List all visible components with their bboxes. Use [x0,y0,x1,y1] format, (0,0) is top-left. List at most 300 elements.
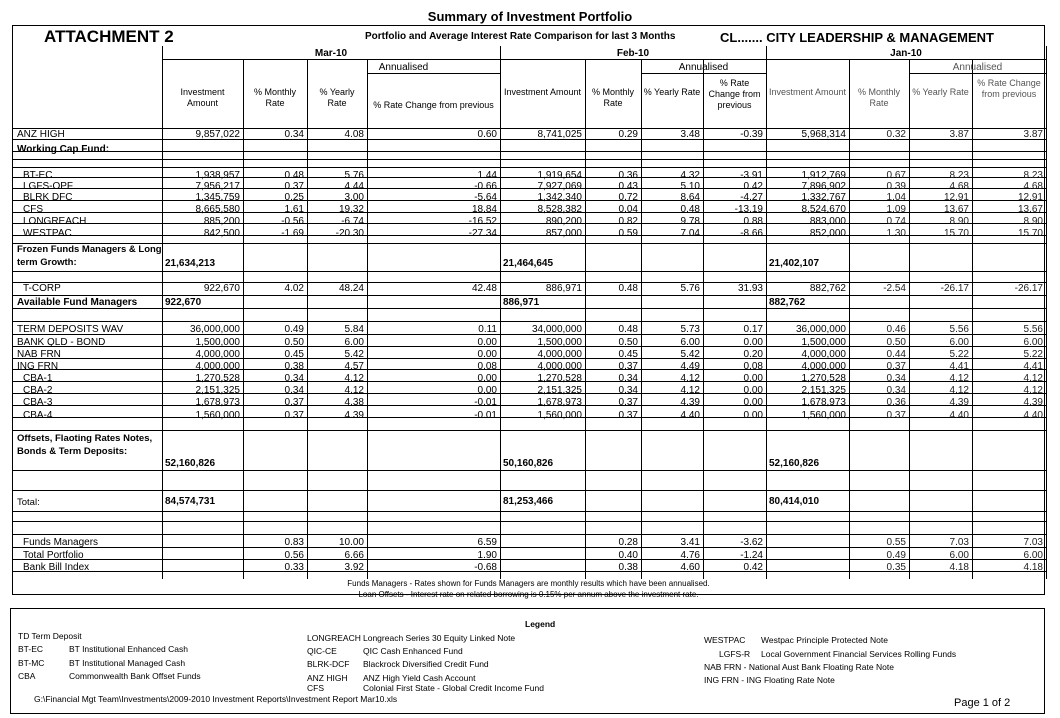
table-cell: 52,160,826 [165,458,216,469]
row-label: Working Cap Fund: [17,144,110,155]
table-cell: 0.37 [284,181,304,192]
table-cell: 6.00 [949,337,969,348]
table-cell: 0.11 [478,324,497,335]
col-line [307,59,308,579]
row-label: CBA-3 [23,397,53,408]
table-cell: 1.61 [284,204,304,215]
table-cell: 885,200 [203,216,240,227]
row-line [13,534,1046,535]
table-cell: 0.34 [886,385,906,396]
table-cell: 1,500,000 [537,337,582,348]
report-title: Summary of Investment Portfolio [427,9,633,24]
table-cell: 1,270,528 [195,373,240,384]
annualised-line [909,73,1046,74]
table-cell: 0.50 [886,337,906,348]
table-cell: -27.34 [468,228,497,239]
table-cell: 4.12 [680,385,700,396]
table-cell: 0.40 [618,550,638,561]
table-cell: 0.34 [618,385,638,396]
annualised-header: Annualised [678,62,729,73]
month-header: Jan-10 [890,48,922,59]
table-cell: 0.00 [743,337,763,348]
table-cell: 4.12 [344,385,364,396]
column-header: Investment Amount [768,87,847,97]
table-cell: -20.30 [335,228,364,239]
table-cell: 0.37 [618,410,638,421]
legend-desc: BT Institutional Enhanced Cash [69,644,188,654]
table-cell: 4.40 [1023,410,1043,421]
table-cell: 3.00 [344,192,364,203]
table-cell: 15.70 [1017,228,1043,239]
row-label: TERM DEPOSITS WAV [17,324,124,335]
legend-desc: QIC Cash Enhanced Fund [363,646,463,656]
table-cell: 882,762 [769,297,806,308]
table-cell: 0.37 [618,361,638,372]
table-cell: 80,414,010 [769,496,820,507]
table-cell: -0.56 [281,216,304,227]
table-cell: 6.59 [477,537,497,548]
row-line [13,470,1046,471]
row-label: ANZ HIGH [17,129,65,140]
table-cell: 0.49 [284,324,304,335]
table-cell: 4.12 [949,385,969,396]
table-cell: 0.46 [886,324,906,335]
table-cell: 1,560,000 [801,410,846,421]
table-cell: 84,574,731 [165,496,216,507]
col-line [1046,46,1047,579]
col-line [766,46,767,579]
table-cell: 4,000,000 [537,349,582,360]
table-cell: 0.37 [284,397,304,408]
table-cell: 4.12 [1023,373,1043,384]
table-cell: 4,000,000 [195,361,240,372]
table-cell: 4,000,000 [801,361,846,372]
row-line [13,243,1046,244]
column-header: % Monthly Rate [591,87,635,108]
row-label: Total Portfolio [23,550,84,561]
table-cell: 0.32 [886,129,906,140]
portfolio-table [12,25,1045,595]
table-cell: 1,912,769 [801,170,846,181]
table-cell: 0.34 [284,373,304,384]
footnote: Funds Managers - Rates shown for Funds Managers are monthly results which have been annualised. [347,579,710,588]
table-cell: -0.39 [740,129,763,140]
table-cell: 0.45 [618,349,638,360]
table-cell: 18.84 [471,204,497,215]
table-cell: 52,160,826 [769,458,820,469]
table-cell: 81,253,466 [503,496,554,507]
table-cell: 4.02 [284,283,304,294]
table-cell: 4.68 [1023,181,1043,192]
table-cell: 4.39 [949,397,969,408]
table-cell: 4.12 [680,373,700,384]
table-cell: 922,670 [165,297,202,308]
col-line [585,59,586,579]
table-cell: 0.36 [618,170,638,181]
table-cell: 0.50 [618,337,638,348]
page-number: Page 1 of 2 [954,697,1011,709]
table-cell: 1,332,767 [801,192,846,203]
legend-code: TD Term Deposit [18,631,82,641]
row-line [13,521,1046,522]
month-header: Feb-10 [616,48,650,59]
column-header: % Rate Change from previous [373,100,494,110]
table-cell: 5.42 [344,349,364,360]
table-cell: 2,151,325 [537,385,582,396]
legend-desc: BT Institutional Managed Cash [69,658,186,668]
table-cell: -13.19 [734,204,763,215]
row-line [13,295,1046,296]
legend-code: WESTPAC [704,635,746,645]
table-cell: -26.17 [1014,283,1043,294]
table-cell: 4.32 [680,170,700,181]
table-cell: 1,678,973 [195,397,240,408]
table-cell: 0.44 [886,349,906,360]
table-cell: 4.12 [344,373,364,384]
table-cell: 5.84 [344,324,364,335]
table-cell: 1,500,000 [195,337,240,348]
legend-code: BT-MC [18,658,45,668]
table-cell: 4.39 [680,397,700,408]
row-label: Available Fund Managers [17,297,138,308]
column-header: % Monthly Rate [857,87,901,108]
table-cell: 1,938,957 [195,170,240,181]
legend-desc: Longreach Series 30 Equity Linked Note [363,633,516,643]
legend-title: Legend [525,619,556,629]
table-cell: 0.00 [743,397,763,408]
row-label: Frozen Funds Managers & Long term Growth: [17,244,162,268]
table-cell: 0.17 [743,324,763,335]
table-cell: 4.18 [1023,562,1043,573]
table-cell: 1.04 [886,192,906,203]
table-cell: 0.00 [477,385,497,396]
table-cell: 21,464,645 [503,258,554,269]
legend-desc: Colonial First State - Global Credit Income Fund [363,683,544,693]
table-cell: 5.42 [680,349,700,360]
table-cell: 0.34 [284,385,304,396]
table-cell: 0.00 [477,373,497,384]
table-cell: 9.78 [680,216,700,227]
table-cell: -6.74 [341,216,364,227]
table-cell: 48.24 [338,283,364,294]
table-cell: 5.22 [949,349,969,360]
table-cell: 0.08 [743,361,763,372]
file-path: G:\Financial Mgt Team\Investments\2009-2010 Investment Reports\Investment Report Mar10.xls [34,694,398,704]
col-line [703,59,704,579]
row-label: BANK QLD - BOND [17,337,106,348]
legend-code: ING FRN - ING Floating Rate Note [704,675,835,685]
table-cell: 4.41 [1023,361,1043,372]
table-cell: -0.66 [474,181,497,192]
table-cell: 8,741,025 [537,129,582,140]
table-cell: 0.20 [743,349,763,360]
column-header: % Yearly Rate [643,87,701,97]
table-cell: 4.49 [680,361,700,372]
table-cell: 922,670 [203,283,240,294]
table-cell: 0.48 [618,324,638,335]
col-line [972,59,973,579]
table-cell: 0.42 [743,562,763,573]
table-cell: 0.37 [886,410,906,421]
table-cell: 13.67 [1017,204,1043,215]
month-header: Mar-10 [314,48,348,59]
table-cell: 0.36 [886,397,906,408]
table-cell: 4.12 [1023,385,1043,396]
table-cell: 0.34 [618,373,638,384]
row-line [13,430,1046,431]
table-cell: 7.03 [1023,537,1043,548]
table-cell: -1.24 [740,550,763,561]
row-label: CFS [23,204,43,215]
table-cell: 4.38 [344,397,364,408]
table-cell: 12.91 [943,192,969,203]
table-cell: 5.76 [344,170,364,181]
table-cell: 0.39 [886,181,906,192]
table-cell: 36,000,000 [795,324,846,335]
table-cell: 4.40 [949,410,969,421]
table-cell: 7,896,902 [801,181,846,192]
table-cell: -3.91 [740,170,763,181]
table-cell: 0.38 [284,361,304,372]
table-cell: 8,528,382 [537,204,582,215]
table-cell: 0.42 [743,181,763,192]
col-line [641,59,642,579]
table-cell: 0.37 [886,361,906,372]
table-cell: 0.34 [284,129,304,140]
table-cell: 4.39 [1023,397,1043,408]
table-cell: 3.41 [680,537,700,548]
table-cell: 1,342,340 [537,192,582,203]
row-label: CBA-2 [23,385,53,396]
table-cell: 0.60 [477,129,497,140]
table-cell: 8.23 [949,170,969,181]
table-cell: 8.90 [949,216,969,227]
table-cell: 19.32 [338,204,364,215]
table-cell: 0.49 [886,550,906,561]
table-cell: 0.37 [618,397,638,408]
table-cell: 5.56 [949,324,969,335]
table-cell: 1.30 [886,228,906,239]
annualised-header: Annualised [378,62,429,73]
table-cell: 0.34 [886,373,906,384]
table-cell: 8,524,670 [801,204,846,215]
annualised-line [367,73,500,74]
table-cell: 12.91 [1017,192,1043,203]
table-cell: 0.00 [477,337,497,348]
month-header-line [162,59,1046,60]
table-cell: 7,927,069 [537,181,582,192]
row-label: BT-EC [23,170,53,181]
legend-code: LGFS-R [719,649,751,659]
table-cell: 0.48 [284,170,304,181]
table-cell: 0.00 [743,373,763,384]
table-cell: 0.48 [618,283,638,294]
table-cell: 5.56 [1023,324,1043,335]
table-cell: 852,000 [809,228,846,239]
table-cell: 4.39 [344,410,364,421]
table-cell: 5.10 [680,181,700,192]
table-cell: 6.66 [344,550,364,561]
table-cell: 0.29 [618,129,638,140]
table-cell: -1.69 [281,228,304,239]
legend-code: ANZ HIGH [307,673,348,683]
row-label: ING FRN [17,361,59,372]
row-label: WESTPAC [23,228,72,239]
table-cell: 34,000,000 [531,324,582,335]
table-cell: 0.83 [284,537,304,548]
row-label: LONGREACH [23,216,87,227]
row-line [13,151,1046,152]
table-cell: 0.00 [477,349,497,360]
table-cell: 1.44 [477,170,497,181]
table-cell: -5.64 [474,192,497,203]
table-cell: -26.17 [940,283,969,294]
table-cell: 0.74 [886,216,906,227]
table-cell: 4.18 [949,562,969,573]
table-cell: 0.67 [886,170,906,181]
table-cell: 4.57 [344,361,364,372]
table-cell: 21,634,213 [165,258,216,269]
table-cell: 2,151,325 [801,385,846,396]
table-cell: -0.68 [474,562,497,573]
table-cell: -16.52 [468,216,497,227]
footnote: Loan Offsets - Interest rate on related borrowing is 0.15% per annum above the investment rate. [358,590,699,599]
column-header: % Rate Change from previous [708,78,761,110]
row-line [13,490,1046,491]
col-line [243,59,244,579]
table-cell: 8.90 [1023,216,1043,227]
table-cell: 0.82 [618,216,638,227]
table-cell: 3.87 [1023,129,1043,140]
table-cell: 1,560,000 [195,410,240,421]
table-cell: 0.35 [886,562,906,573]
table-cell: 6.00 [949,550,969,561]
table-cell: 4,000,000 [537,361,582,372]
table-cell: 1,560,000 [537,410,582,421]
table-cell: 36,000,000 [189,324,240,335]
table-cell: 1,678,973 [537,397,582,408]
legend-code: BLRK-DCF [307,659,350,669]
table-cell: 50,160,826 [503,458,554,469]
table-cell: 4.08 [344,129,364,140]
table-cell: 0.37 [284,410,304,421]
table-cell: 6.00 [1023,550,1043,561]
legend-code: CBA [18,671,36,681]
table-cell: 15.70 [943,228,969,239]
table-cell: 0.72 [618,192,638,203]
table-cell: 1,500,000 [801,337,846,348]
row-label: T-CORP [23,283,61,294]
legend-code: CFS [307,683,324,693]
column-header: % Yearly Rate [319,87,355,108]
table-cell: -4.27 [740,192,763,203]
table-cell: -8.66 [740,228,763,239]
table-cell: 5.73 [680,324,700,335]
table-cell: 4.44 [344,181,364,192]
row-label: Total: [17,497,40,508]
table-cell: 21,402,107 [769,258,820,269]
table-cell: 4.60 [680,562,700,573]
table-cell: -3.62 [740,537,763,548]
row-line [13,271,1046,272]
table-cell: 1,678,973 [801,397,846,408]
table-cell: 3.87 [949,129,969,140]
table-cell: 5,968,314 [801,129,846,140]
table-cell: 9,857,022 [195,129,240,140]
table-cell: 3.92 [344,562,364,573]
column-header: Investment Amount [180,87,225,108]
table-cell: 0.59 [618,228,638,239]
table-cell: 4.12 [949,373,969,384]
legend-code: LONGREACH [307,633,361,643]
table-cell: 0.33 [284,562,304,573]
row-line [13,167,1046,168]
legend-code: BT-EC [18,644,44,654]
table-cell: 1,270,528 [801,373,846,384]
table-cell: 8.23 [1023,170,1043,181]
row-line [13,511,1046,512]
table-cell: 13.67 [943,204,969,215]
attachment-label: ATTACHMENT 2 [44,27,174,46]
table-cell: 0.00 [743,385,763,396]
table-cell: 8.64 [680,192,700,203]
legend-code: QIC-CE [307,646,337,656]
table-cell: 4.40 [680,410,700,421]
table-cell: 0.00 [743,410,763,421]
row-label: CBA-4 [23,410,53,421]
table-cell: 6.00 [1023,337,1043,348]
col-line [367,59,368,579]
table-cell: 886,971 [503,297,540,308]
legend-desc: Local Government Financial Services Rolling Funds [761,649,957,659]
department-label: CL....... CITY LEADERSHIP & MANAGEMENT [720,30,994,45]
table-cell: 7.03 [949,537,969,548]
row-line [13,321,1046,322]
legend-desc: ANZ High Yield Cash Account [363,673,476,683]
row-line [13,159,1046,160]
table-cell: 0.08 [477,361,497,372]
table-cell: 10.00 [338,537,364,548]
table-cell: 1.09 [886,204,906,215]
table-cell: 0.48 [680,204,700,215]
table-cell: 883,000 [809,216,846,227]
table-cell: 3.48 [680,129,700,140]
table-cell: 0.04 [618,204,638,215]
table-cell: 4,000,000 [801,349,846,360]
table-cell: 7,956,217 [195,181,240,192]
report-subtitle: Portfolio and Average Interest Rate Comparison for last 3 Months [365,31,676,42]
legend-desc: Blackrock Diversified Credit Fund [363,659,489,669]
row-label: Offsets, Flaoting Rates Notes, Bonds & Term Deposits: [17,433,153,457]
table-cell: 1,345,759 [195,192,240,203]
legend-code: NAB FRN - National Aust Bank Floating Rate Note [704,662,894,672]
col-line [909,59,910,579]
table-cell: 6.00 [344,337,364,348]
table-cell: 886,971 [545,283,582,294]
row-label: Bank Bill Index [23,562,90,573]
col-line [849,59,850,579]
table-cell: 0.50 [284,337,304,348]
table-cell: 5.76 [680,283,700,294]
table-cell: 7.04 [680,228,700,239]
table-cell: 0.55 [886,537,906,548]
column-header: % Rate Change from previous [977,78,1041,99]
table-cell: 4.76 [680,550,700,561]
column-header: % Yearly Rate [912,87,969,97]
row-line [13,308,1046,309]
table-cell: 890,200 [545,216,582,227]
table-cell: 1.90 [477,550,497,561]
